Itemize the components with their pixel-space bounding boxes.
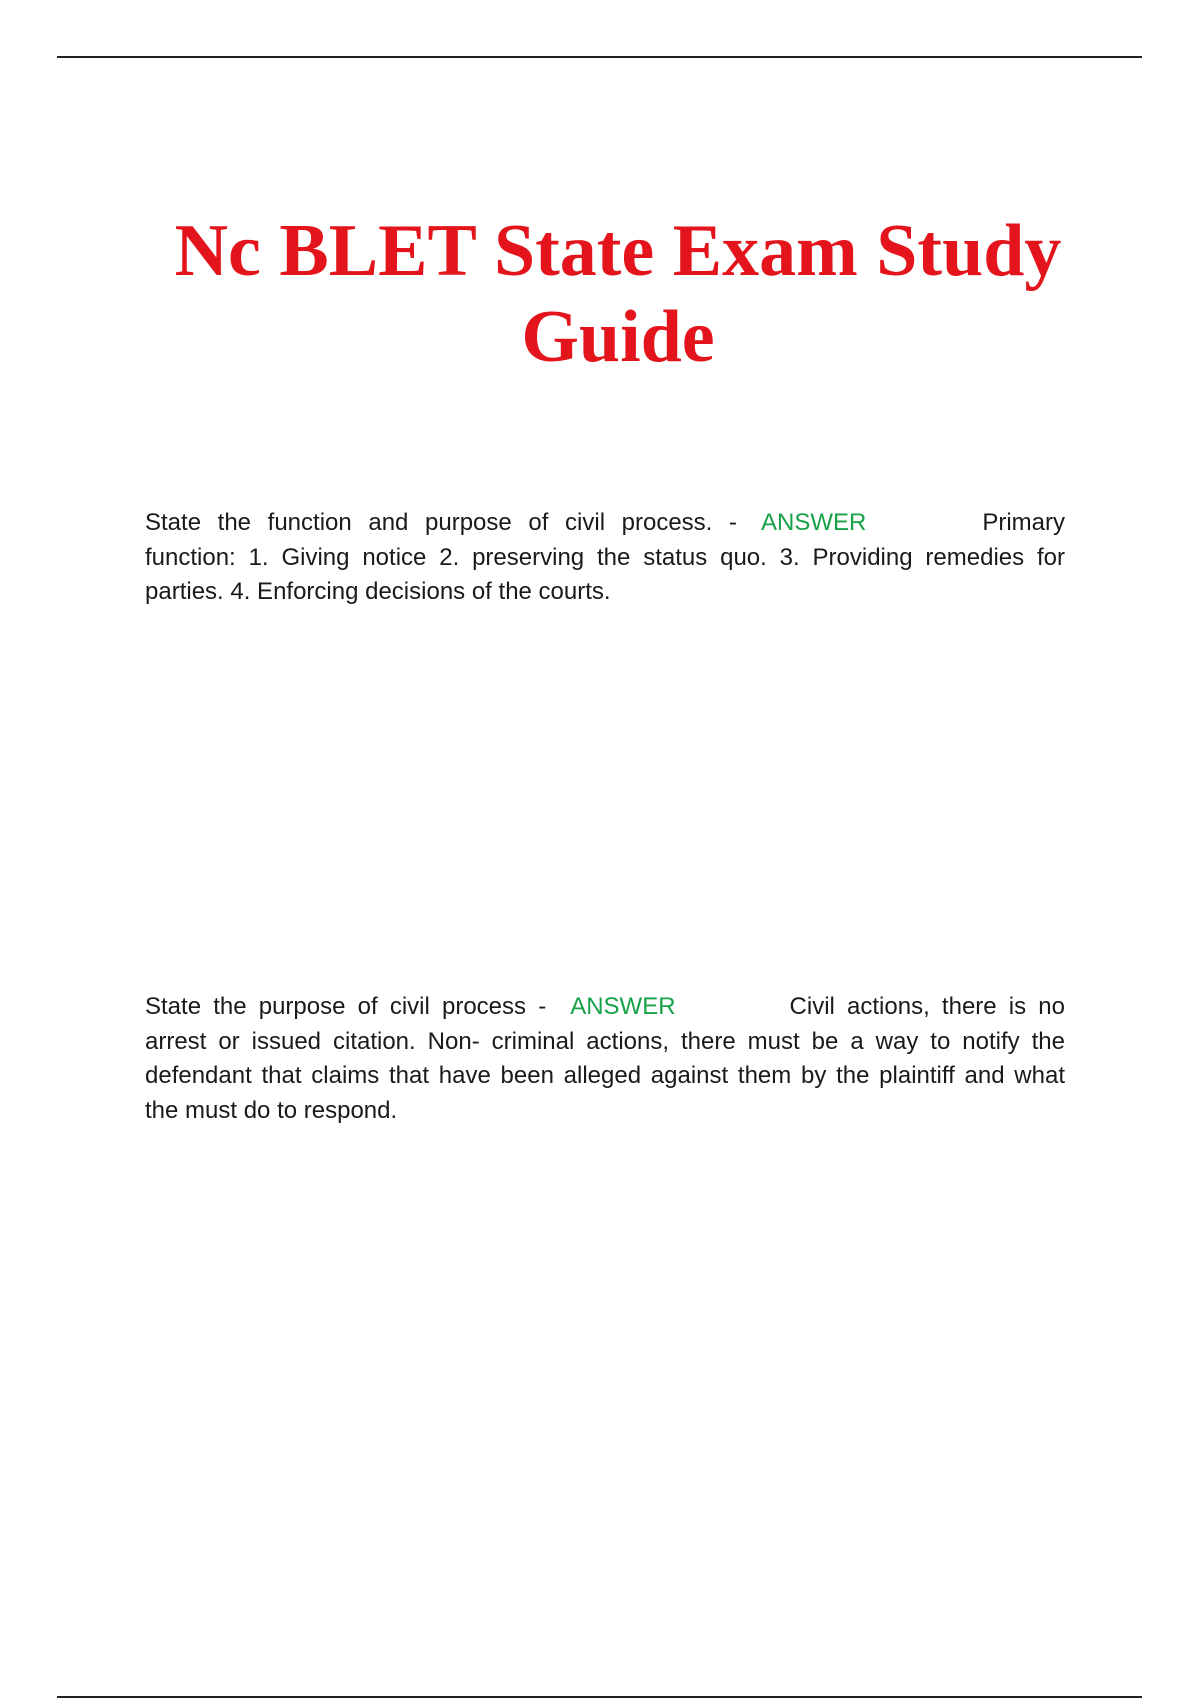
document-title: Nc BLET State Exam Study Guide [174,210,1062,378]
top-rule [57,56,1142,58]
question-text: State the purpose of civil process - [145,993,547,1020]
question-text: State the function and purpose of civil process. - [145,509,737,536]
qa-item [145,506,1065,610]
qa-item [145,990,1065,1128]
answer-text: Civil actions, there is no arrest or issued citation. Non- criminal actions, there must be a way to notify the defendant that claims that have been alleged against them by the plaintiff and what the must do to respond. [145,993,1065,1124]
answer-text: Primary function: 1. Giving notice 2. preserving the status quo. 3. Providing remedies for parties. 4. Enforcing decisions of the courts. [145,509,1065,605]
bottom-rule [57,1696,1142,1698]
answer-label: ANSWER [760,509,867,536]
answer-label: ANSWER [570,993,676,1020]
